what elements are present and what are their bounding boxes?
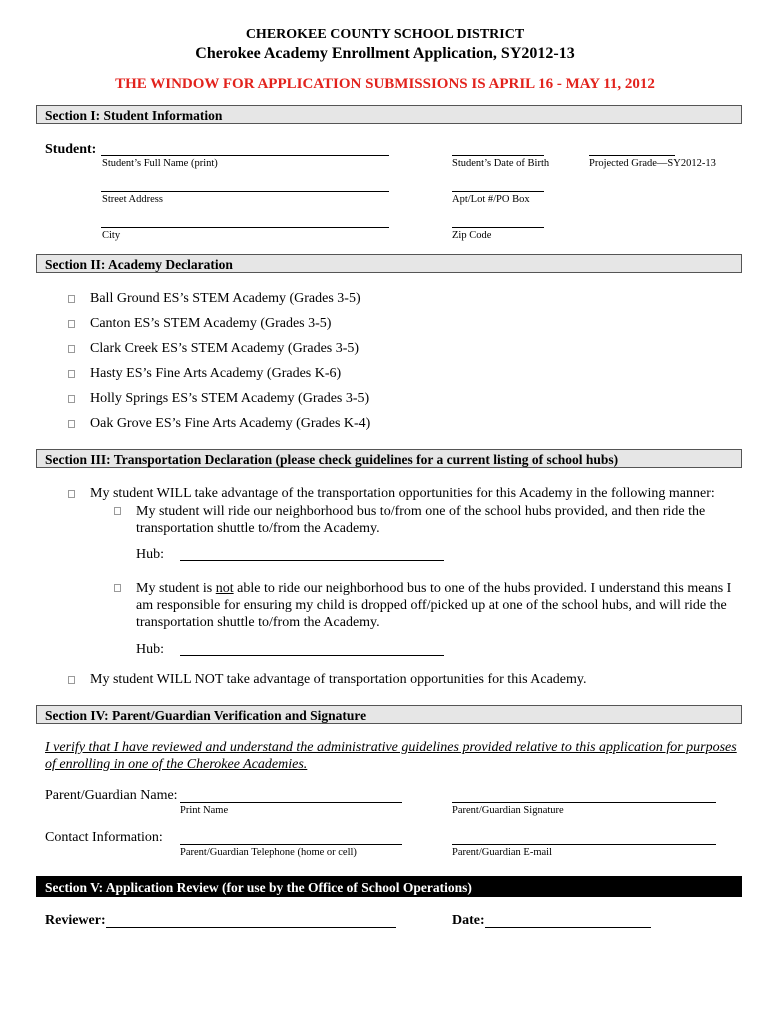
not-able-bus-text bbox=[136, 580, 731, 631]
city-caption: City bbox=[102, 230, 121, 241]
district-title: CHEROKEE COUNTY SCHOOL DISTRICT bbox=[245, 27, 525, 42]
zip-code-field[interactable] bbox=[452, 227, 544, 228]
hub-label: Hub: bbox=[136, 547, 164, 562]
print-name-field[interactable] bbox=[180, 802, 402, 803]
student-full-name-field[interactable] bbox=[101, 155, 389, 156]
hub-label: Hub: bbox=[136, 642, 164, 657]
not-able-bus-line-3: transportation shuttle to/from the Academy. bbox=[136, 615, 380, 630]
academy-checkbox[interactable] bbox=[68, 320, 75, 328]
parent-email-field[interactable] bbox=[452, 844, 716, 845]
academy-option-label: Canton ES’s STEM Academy (Grades 3-5) bbox=[90, 316, 332, 331]
not-able-prefix: My student is bbox=[136, 581, 216, 596]
parent-email-caption: Parent/Guardian E-mail bbox=[452, 847, 553, 858]
section-3-heading: Section III: Transportation Declaration (please check guidelines for a current listing of school hubs) bbox=[36, 449, 742, 468]
not-able-bus-line-2: am responsible for ensuring my child is dropped off/picked up at one of the school hubs, and will ride the bbox=[136, 598, 727, 613]
will-take-transport-checkbox[interactable] bbox=[68, 490, 75, 498]
academy-option-label: Oak Grove ES’s Fine Arts Academy (Grades K-4) bbox=[90, 416, 371, 431]
apt-lot-po-box-caption: Apt/Lot #/PO Box bbox=[452, 194, 530, 205]
review-date-field[interactable] bbox=[485, 927, 651, 928]
neighborhood-bus-text bbox=[136, 503, 705, 537]
section-2-heading: Section II: Academy Declaration bbox=[36, 254, 742, 273]
reviewer-field[interactable] bbox=[106, 927, 396, 928]
city-field[interactable] bbox=[101, 227, 389, 228]
verification-line-2: of enrolling in one of the Cherokee Academies. bbox=[45, 757, 308, 772]
academy-checkbox[interactable] bbox=[68, 295, 75, 303]
academy-checkbox[interactable] bbox=[68, 395, 75, 403]
academy-checkbox[interactable] bbox=[68, 345, 75, 353]
section-5-heading: Section V: Application Review (for use by the Office of School Operations) bbox=[36, 876, 742, 897]
apt-lot-po-box-field[interactable] bbox=[452, 191, 544, 192]
print-name-caption: Print Name bbox=[180, 805, 229, 816]
parent-telephone-field[interactable] bbox=[180, 844, 402, 845]
verification-statement bbox=[45, 739, 737, 773]
neighborhood-bus-checkbox[interactable] bbox=[114, 507, 121, 515]
not-able-bus-line-1 bbox=[136, 580, 731, 597]
hub-field-2[interactable] bbox=[180, 655, 444, 656]
street-address-field[interactable] bbox=[101, 191, 389, 192]
academy-checkbox[interactable] bbox=[68, 370, 75, 378]
not-able-rest: able to ride our neighborhood bus to one of the hubs provided. I understand this means I bbox=[233, 581, 732, 596]
street-address-caption: Street Address bbox=[102, 194, 163, 205]
academy-checkbox[interactable] bbox=[68, 420, 75, 428]
section-4-heading: Section IV: Parent/Guardian Verification and Signature bbox=[36, 705, 742, 724]
academy-option-label: Clark Creek ES’s STEM Academy (Grades 3-5) bbox=[90, 341, 360, 356]
zip-code-caption: Zip Code bbox=[452, 230, 492, 241]
projected-grade-field[interactable] bbox=[589, 155, 675, 156]
not-able-bus-checkbox[interactable] bbox=[114, 584, 121, 592]
will-not-take-transport-label: My student WILL NOT take advantage of transportation opportunities for this Academy. bbox=[90, 672, 587, 687]
not-underlined-word: not bbox=[215, 581, 234, 596]
parent-telephone-caption: Parent/Guardian Telephone (home or cell) bbox=[180, 847, 357, 858]
submission-window-notice: THE WINDOW FOR APPLICATION SUBMISSIONS IS APRIL 16 - MAY 11, 2012 bbox=[115, 76, 655, 92]
contact-information-label: Contact Information: bbox=[45, 830, 163, 845]
neighborhood-bus-line-2: transportation shuttle to/from the Academy. bbox=[136, 521, 380, 536]
neighborhood-bus-line-1: My student will ride our neighborhood bus to/from one of the school hubs provided, and then ride the bbox=[136, 504, 706, 519]
academy-option-label: Ball Ground ES’s STEM Academy (Grades 3-5) bbox=[90, 291, 361, 306]
parent-guardian-name-label: Parent/Guardian Name: bbox=[45, 788, 178, 803]
verification-line-1: I verify that I have reviewed and understand the administrative guidelines provided relative to this application for purposes bbox=[45, 740, 737, 755]
academy-option-label: Holly Springs ES’s STEM Academy (Grades 3-5) bbox=[90, 391, 370, 406]
reviewer-label: Reviewer: bbox=[45, 913, 106, 928]
student-dob-field[interactable] bbox=[452, 155, 544, 156]
will-not-take-transport-checkbox[interactable] bbox=[68, 676, 75, 684]
will-take-transport-label: My student WILL take advantage of the transportation opportunities for this Academy in the following manner: bbox=[90, 486, 715, 501]
hub-field-1[interactable] bbox=[180, 560, 444, 561]
student-dob-caption: Student’s Date of Birth bbox=[452, 158, 550, 169]
academy-option-label: Hasty ES’s Fine Arts Academy (Grades K-6) bbox=[90, 366, 342, 381]
student-full-name-caption: Student’s Full Name (print) bbox=[102, 158, 218, 169]
section-1-heading: Section I: Student Information bbox=[36, 105, 742, 124]
form-title: Cherokee Academy Enrollment Application, SY2012-13 bbox=[195, 45, 575, 62]
date-label: Date: bbox=[452, 913, 485, 928]
parent-signature-caption: Parent/Guardian Signature bbox=[452, 805, 564, 816]
student-label: Student: bbox=[45, 142, 97, 157]
parent-signature-field[interactable] bbox=[452, 802, 716, 803]
projected-grade-caption: Projected Grade—SY2012-13 bbox=[589, 158, 716, 169]
